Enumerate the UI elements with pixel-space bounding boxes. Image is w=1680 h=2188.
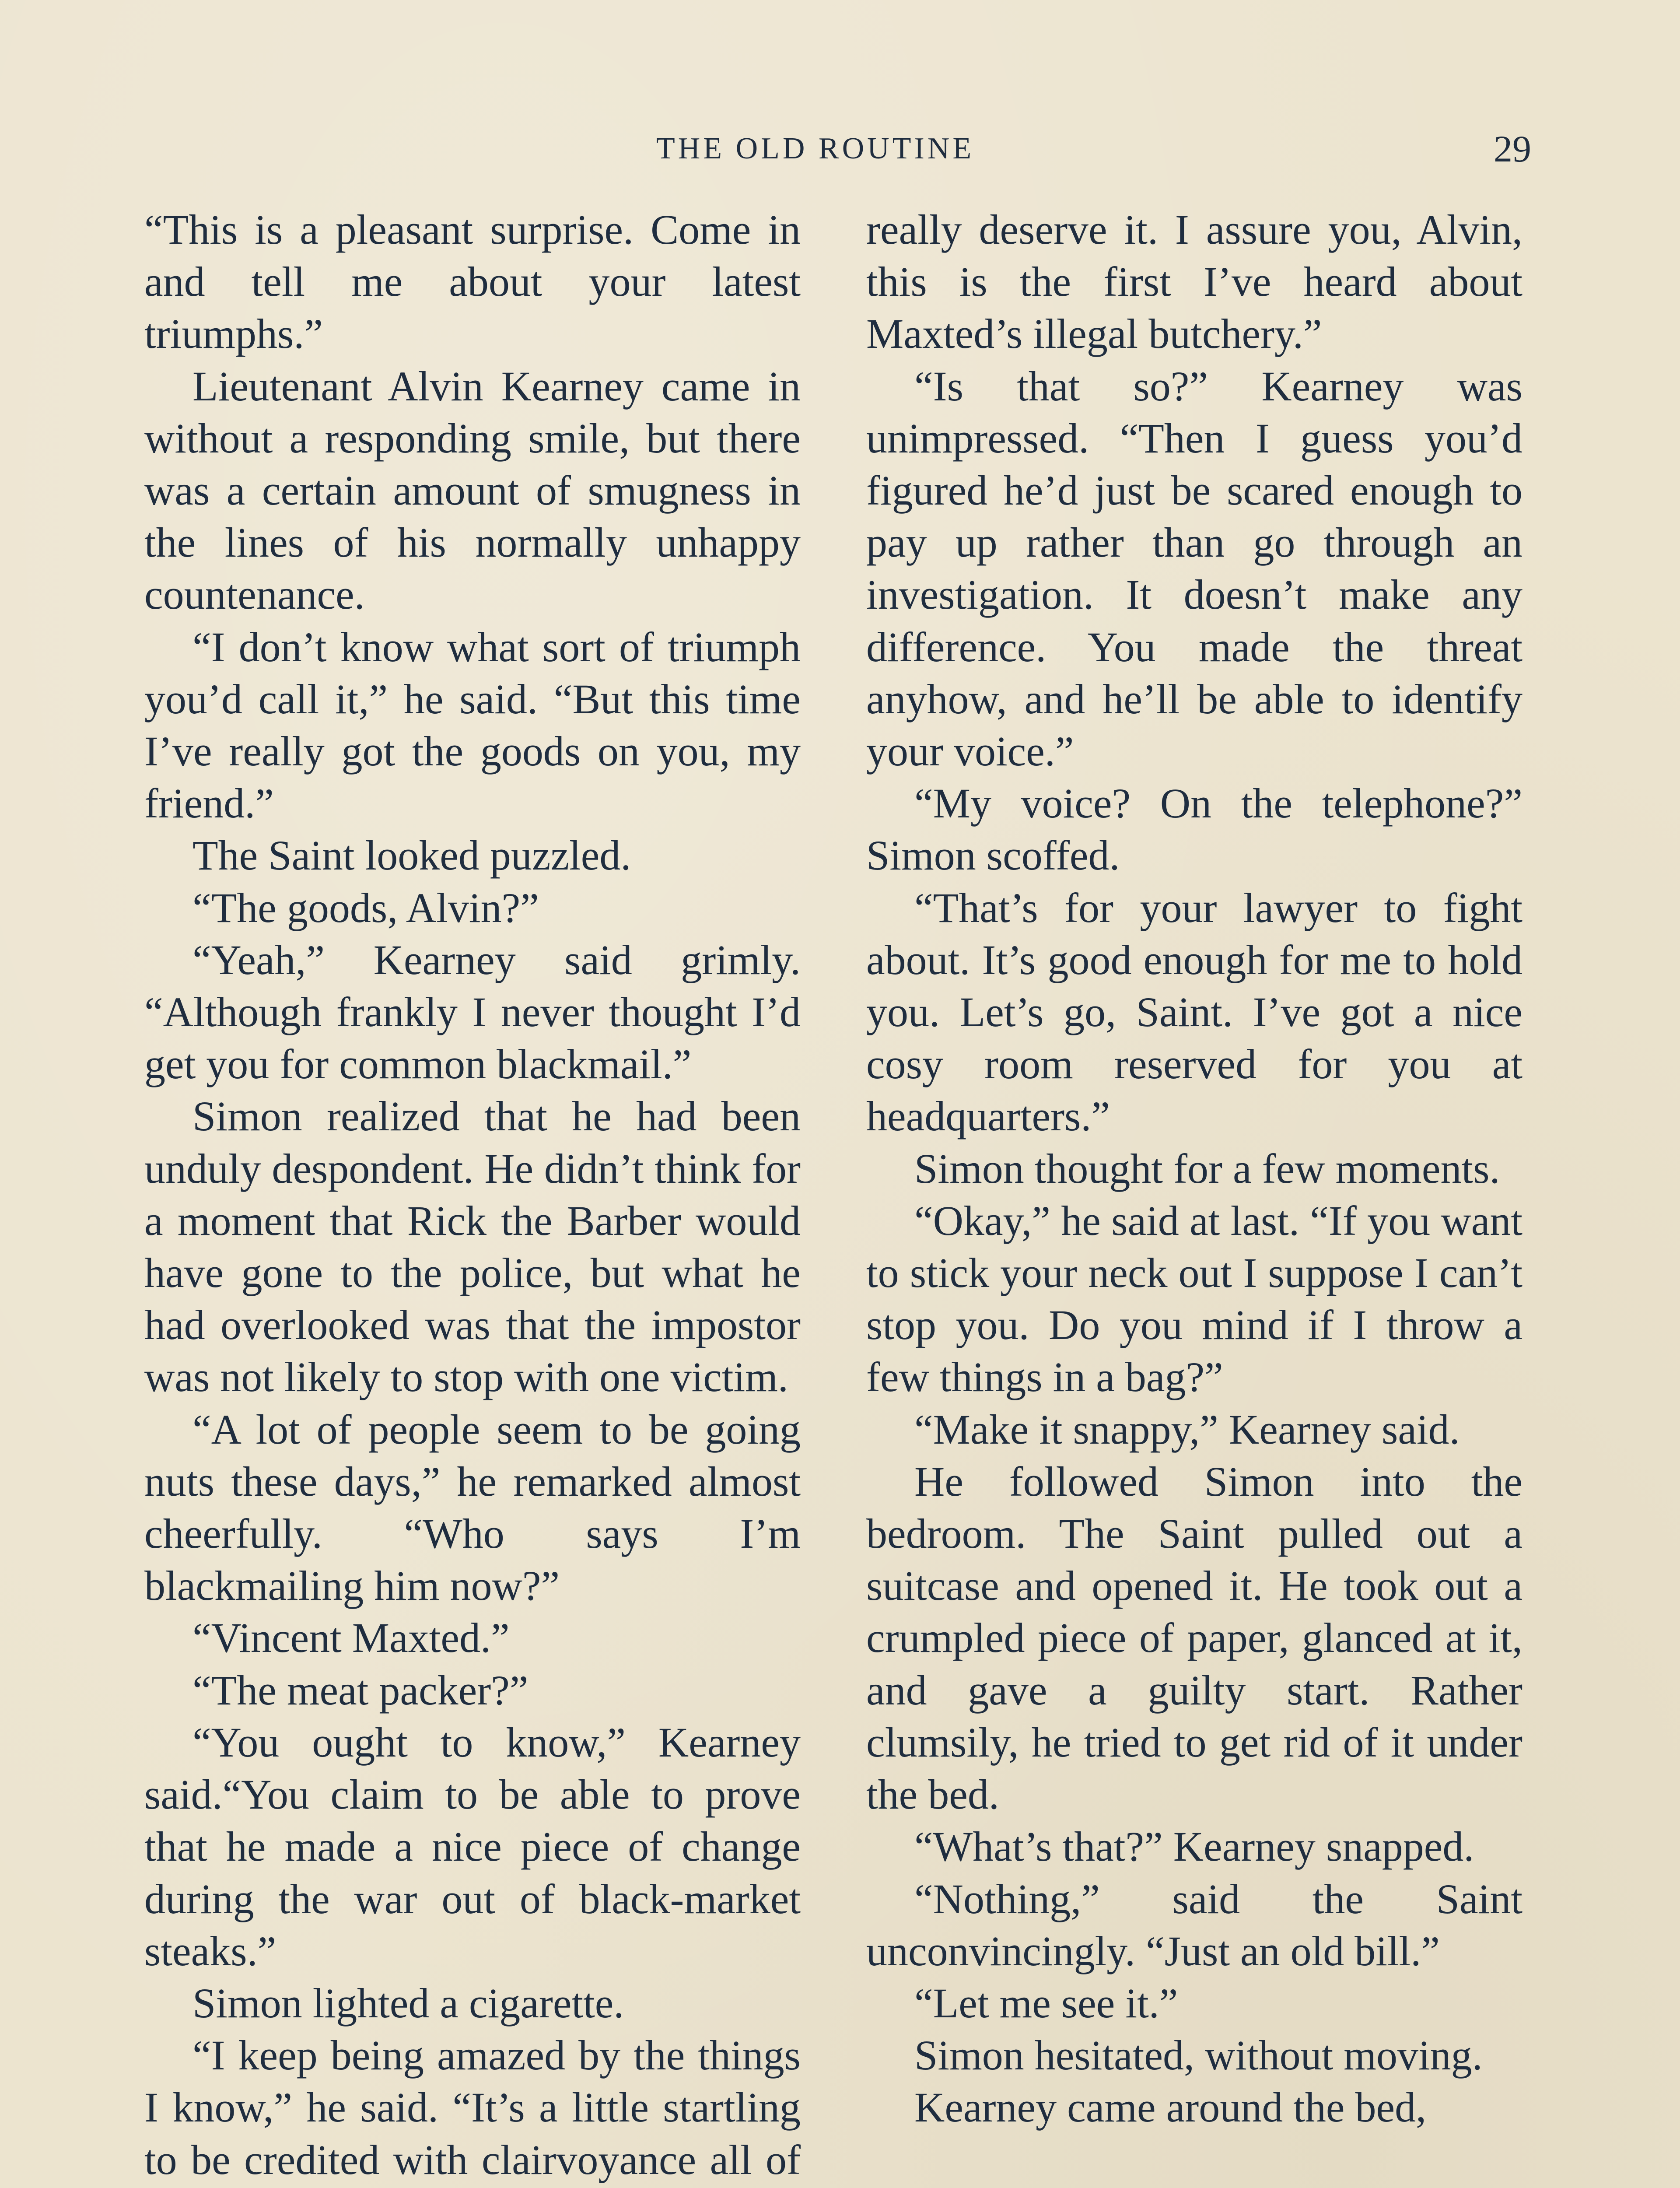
paragraph: “Let me see it.”	[914, 1979, 1178, 2027]
page-number: 29	[1494, 128, 1531, 170]
running-head: THE OLD ROUTINE	[656, 132, 975, 165]
paragraph: “Is that so?” Kearney was unimpressed. “Then I guess you’d figured he’d just be scared enough to pay up rather than go through an investigation. It doesn’t make any difference. You made the threat anyhow, and he’ll be able to identify your voice.”	[866, 362, 1522, 775]
right-text-column	[866, 203, 1522, 2134]
paragraph: Kearney came around the bed,	[914, 2084, 1427, 2131]
paragraph: Lieutenant Alvin Kearney came in without a responding smile, but there was a certain amount of smugness in the lines of his normally unhappy countenance.	[144, 362, 801, 618]
paragraph: “That’s for your lawyer to fight about. It’s good enough for me to hold you. Let’s go, Saint. I’ve got a nice cosy room reserved for you at headquarters.”	[866, 884, 1522, 1140]
paragraph: “This is a pleasant surprise. Come in and tell me about your latest triumphs.”	[144, 206, 801, 358]
paragraph: Simon hesitated, without moving.	[914, 2032, 1483, 2079]
paragraph: “You ought to know,” Kearney said.“You claim to be able to prove that he made a nice piece of change during the war out of black-market steaks.”	[144, 1718, 801, 1974]
paragraph: “The meat packer?”	[192, 1666, 528, 1714]
paragraph: “I don’t know what sort of triumph you’d call it,” he said. “But this time I’ve really got the goods on you, my friend.”	[144, 623, 801, 827]
paragraph: “Yeah,” Kearney said grimly. “Although frankly I never thought I’d get you for common blackmail.”	[144, 936, 801, 1088]
left-text-column	[144, 203, 801, 2188]
paragraph: “Nothing,” said the Saint unconvincingly. “Just an old bill.”	[866, 1875, 1522, 1974]
paragraph: “I keep being amazed by the things I know,” he said. “It’s a little startling to be credited with clairvoyance all of	[144, 2032, 801, 2183]
paragraph: “My voice? On the telephone?” Simon scoffed.	[866, 780, 1522, 879]
paragraph: “A lot of people seem to be going nuts these days,” he remarked almost cheerfully. “Who says I’m blackmailing him now?”	[144, 1406, 801, 1609]
paragraph: “What’s that?” Kearney snapped.	[914, 1823, 1474, 1870]
paragraph: “Make it snappy,” Kearney said.	[914, 1406, 1460, 1453]
paragraph: Simon lighted a cigarette.	[192, 1979, 624, 2027]
paragraph: Simon realized that he had been unduly despondent. He didn’t think for a moment that Rick the Barber would have gone to the police, but what he had overlooked was that the impostor was not likely to stop with one victim.	[144, 1093, 801, 1401]
paragraph: He followed Simon into the bedroom. The Saint pulled out a suitcase and opened it. He took out a crumpled piece of paper, glanced at it, and gave a guilty start. Rather clumsily, he tried to get rid of it under the bed.	[866, 1458, 1522, 1818]
paragraph: “Okay,” he said at last. “If you want to stick your neck out I suppose I can’t stop you. Do you mind if I throw a few things in a bag?”	[866, 1197, 1522, 1401]
paragraph: “Vincent Maxted.”	[192, 1614, 510, 1662]
paragraph: Simon thought for a few moments.	[914, 1145, 1500, 1192]
paragraph: The Saint looked puzzled.	[192, 832, 631, 879]
paragraph: “The goods, Alvin?”	[192, 884, 539, 931]
paragraph: really deserve it. I assure you, Alvin, this is the first I’ve heard about Maxted’s illegal butchery.”	[866, 206, 1522, 358]
